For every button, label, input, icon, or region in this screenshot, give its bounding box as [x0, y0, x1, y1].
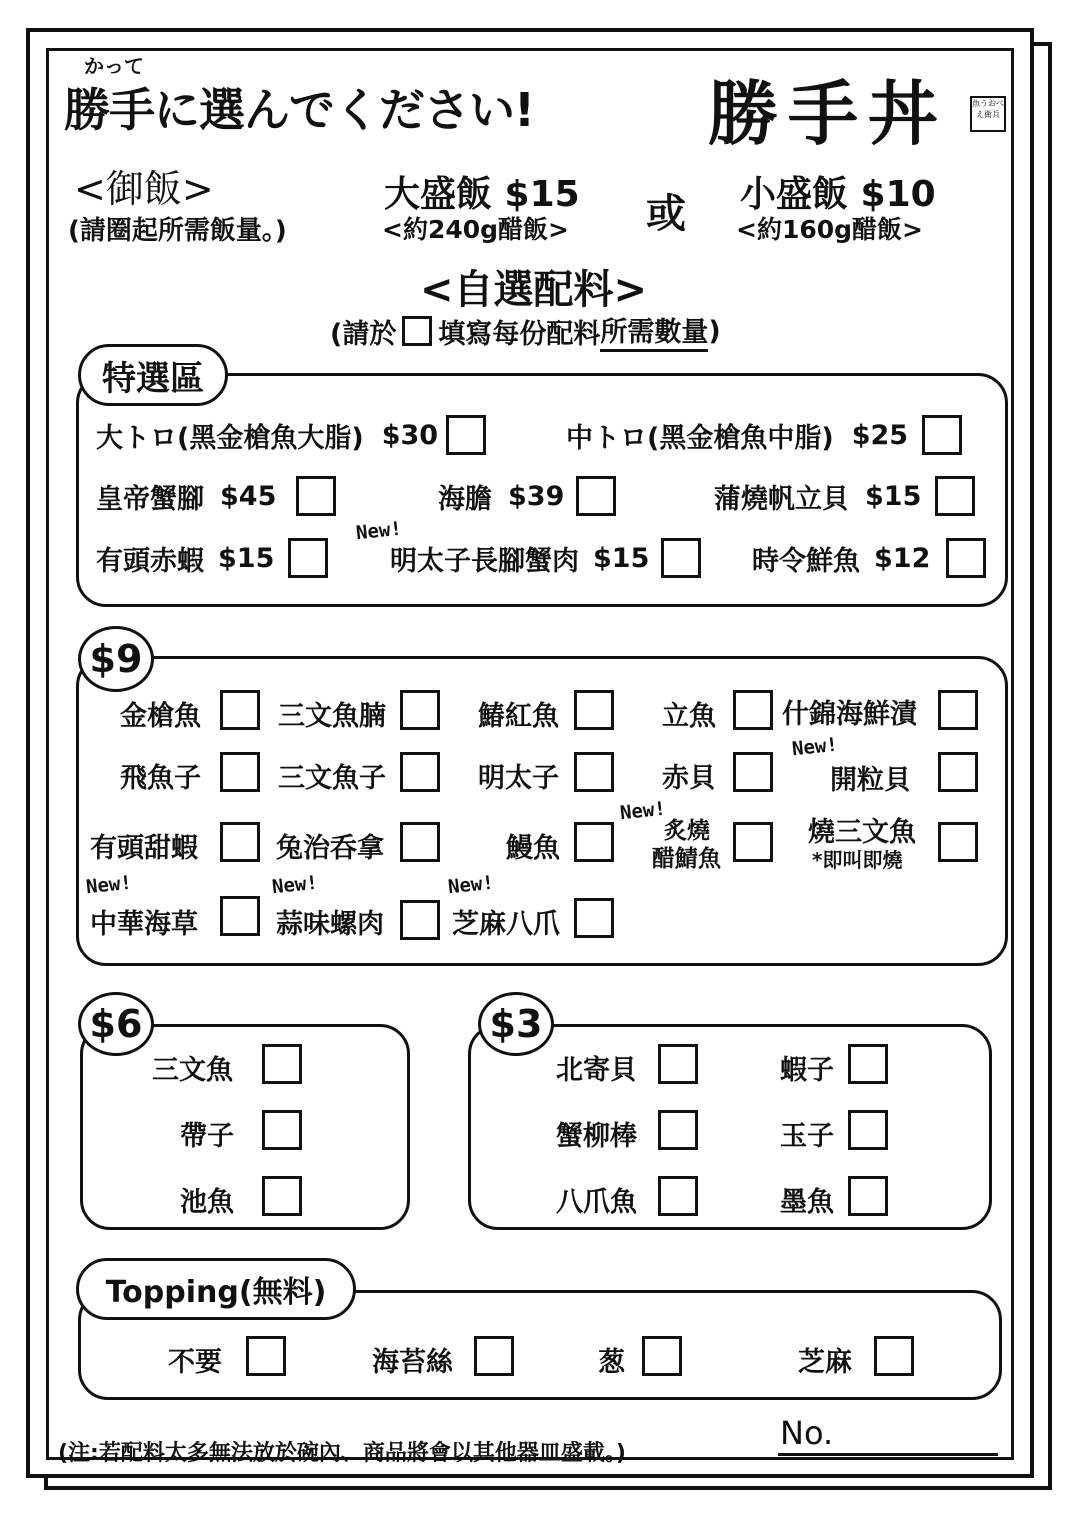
three-dollar-section	[468, 1024, 992, 1230]
quantity-checkbox[interactable]	[848, 1110, 888, 1150]
quantity-checkbox[interactable]	[574, 690, 614, 730]
item-name: 兔治呑拿	[276, 833, 384, 864]
toppings-instruction	[330, 310, 721, 352]
quantity-checkbox[interactable]	[658, 1176, 698, 1216]
quantity-checkbox[interactable]	[262, 1110, 302, 1150]
quantity-checkbox[interactable]	[938, 690, 978, 730]
quantity-checkbox[interactable]	[922, 415, 962, 455]
item-name-line2: 醋鯖魚	[652, 846, 721, 872]
quantity-checkbox[interactable]	[935, 476, 975, 516]
three-dollar-tab: $3	[478, 992, 554, 1056]
item-name: 蒜味螺肉	[276, 909, 384, 940]
free-topping-tab: Topping(無料)	[76, 1258, 356, 1320]
quantity-checkbox[interactable]	[658, 1044, 698, 1084]
quantity-checkbox[interactable]	[400, 822, 440, 862]
quantity-checkbox[interactable]	[220, 690, 260, 730]
new-badge: New!	[270, 871, 319, 899]
item-name: 鰻魚	[506, 833, 560, 864]
quantity-checkbox[interactable]	[400, 900, 440, 940]
example-checkbox	[402, 316, 432, 346]
quantity-checkbox[interactable]	[938, 752, 978, 792]
shop-stamp-logo: 魚うおべえ衛兵	[970, 96, 1006, 132]
item-name: 皇帝蟹腳	[96, 483, 204, 515]
quantity-checkbox[interactable]	[874, 1336, 914, 1376]
quantity-checkbox[interactable]	[220, 752, 260, 792]
item-name: 北寄貝	[556, 1055, 637, 1086]
premium-item-seasonal-fish	[752, 538, 986, 578]
small-rice-note: <約160g醋飯>	[736, 215, 923, 244]
toppings-instruction-start: (請於	[330, 318, 397, 350]
premium-item-red-shrimp	[96, 538, 328, 578]
item-name: 鰆紅魚	[478, 701, 559, 732]
quantity-checkbox[interactable]	[938, 822, 978, 862]
item-name: 中華海草	[90, 909, 198, 940]
quantity-checkbox[interactable]	[262, 1044, 302, 1084]
quantity-checkbox[interactable]	[400, 752, 440, 792]
quantity-checkbox[interactable]	[296, 476, 336, 516]
item-name: 飛魚子	[120, 763, 201, 794]
quantity-checkbox[interactable]	[246, 1336, 286, 1376]
large-rice-note: <約240g醋飯>	[382, 215, 569, 244]
quantity-checkbox[interactable]	[733, 822, 773, 862]
item-note: *即叫即燒	[812, 848, 903, 872]
brand-title: 勝手丼	[708, 72, 948, 155]
item-name: 明太子	[478, 763, 559, 794]
item-name: 金槍魚	[120, 701, 201, 732]
item-name: 三文魚子	[278, 763, 386, 794]
item-name: 芝麻	[798, 1347, 852, 1378]
item-name: 蟹柳棒	[556, 1121, 637, 1152]
quantity-checkbox[interactable]	[400, 690, 440, 730]
toppings-instruction-end: )	[708, 315, 721, 347]
large-rice-option[interactable]: 大盛飯 $15	[384, 174, 580, 215]
item-name: 大トロ(黑金槍魚大脂)	[96, 422, 364, 454]
item-name: 赤貝	[662, 763, 716, 794]
toppings-instruction-mid: 填寫每份配料	[438, 318, 601, 350]
item-name: 有頭甜蝦	[90, 833, 198, 864]
item-name: 海膽	[438, 483, 492, 515]
item-price: $30	[381, 419, 439, 451]
quantity-checkbox[interactable]	[642, 1336, 682, 1376]
quantity-checkbox[interactable]	[733, 690, 773, 730]
new-badge: New!	[790, 733, 839, 761]
item-price: $15	[218, 542, 275, 574]
premium-item-grilled-scallop	[714, 476, 975, 516]
item-name: 墨魚	[780, 1187, 834, 1218]
item-name: 時令鮮魚	[752, 545, 860, 577]
quantity-checkbox[interactable]	[733, 752, 773, 792]
quantity-checkbox[interactable]	[661, 538, 701, 578]
premium-tab: 特選區	[78, 344, 228, 406]
six-dollar-tab: $6	[78, 992, 154, 1056]
item-price: $12	[874, 542, 931, 574]
new-badge: New!	[618, 797, 667, 825]
quantity-checkbox[interactable]	[848, 1176, 888, 1216]
quantity-checkbox[interactable]	[576, 476, 616, 516]
quantity-checkbox[interactable]	[574, 898, 614, 938]
six-dollar-section	[80, 1024, 410, 1230]
order-number-label: No.	[780, 1414, 834, 1452]
item-name: 八爪魚	[556, 1187, 637, 1218]
quantity-checkbox[interactable]	[946, 538, 986, 578]
new-badge: New!	[354, 517, 403, 545]
item-name: 什錦海鮮漬	[782, 699, 917, 730]
item-name: 蝦子	[780, 1055, 834, 1086]
item-name: 立魚	[662, 701, 716, 732]
rice-instruction: (請圈起所需飯量。)	[68, 216, 287, 246]
item-name: 有頭赤蝦	[96, 545, 204, 577]
quantity-checkbox[interactable]	[658, 1110, 698, 1150]
toppings-heading: <自選配料>	[420, 267, 648, 313]
premium-item-king-crab-leg	[96, 476, 336, 516]
rice-heading: <御飯>	[74, 167, 214, 211]
item-name: 燒三文魚	[808, 817, 916, 848]
premium-item-chutoro	[566, 415, 962, 455]
rice-or: 或	[646, 191, 686, 237]
item-name: 開粒貝	[830, 765, 911, 796]
item-name: 帶子	[180, 1121, 234, 1152]
premium-item-sea-urchin	[438, 476, 616, 516]
item-name: 明太子長腳蟹肉	[390, 545, 579, 577]
item-name: 炙燒	[664, 818, 710, 844]
new-badge: New!	[446, 871, 495, 899]
item-name: 海苔絲	[372, 1347, 453, 1378]
item-name: 池魚	[180, 1187, 234, 1218]
item-name: 不要	[168, 1347, 222, 1378]
quantity-checkbox[interactable]	[848, 1044, 888, 1084]
item-name: 蒲燒帆立貝	[714, 483, 849, 515]
small-rice-option[interactable]: 小盛飯 $10	[740, 174, 936, 215]
item-name: 中トロ(黑金槍魚中脂)	[566, 422, 834, 454]
item-name: 葱	[598, 1347, 625, 1378]
item-price: $15	[593, 542, 650, 574]
item-name: 芝麻八爪	[452, 909, 560, 940]
item-name: 三文魚	[152, 1055, 233, 1086]
quantity-checkbox[interactable]	[474, 1336, 514, 1376]
premium-item-otoro	[96, 415, 486, 455]
order-number-field[interactable]	[778, 1453, 998, 1456]
quantity-checkbox[interactable]	[446, 415, 486, 455]
nine-dollar-tab: $9	[78, 626, 154, 692]
item-price: $39	[508, 480, 565, 512]
item-name: 三文魚腩	[278, 701, 386, 732]
slogan: 勝手に選んでください!	[64, 83, 534, 137]
slogan-furigana: かって	[84, 54, 144, 78]
new-badge: New!	[84, 871, 133, 899]
quantity-checkbox[interactable]	[262, 1176, 302, 1216]
item-name: 玉子	[780, 1121, 834, 1152]
quantity-checkbox[interactable]	[288, 538, 328, 578]
premium-item-mentaiko-crab	[390, 538, 701, 578]
item-price: $15	[865, 480, 922, 512]
quantity-checkbox[interactable]	[574, 822, 614, 862]
footer-note: (注:若配料太多無法放於碗內、商品將會以其他器皿盛載。)	[58, 1441, 626, 1466]
quantity-checkbox[interactable]	[574, 752, 614, 792]
quantity-checkbox[interactable]	[220, 896, 260, 936]
quantity-checkbox[interactable]	[220, 822, 260, 862]
item-price: $45	[220, 480, 277, 512]
item-price: $25	[851, 419, 909, 451]
toppings-instruction-emphasis: 所需數量	[600, 310, 708, 352]
